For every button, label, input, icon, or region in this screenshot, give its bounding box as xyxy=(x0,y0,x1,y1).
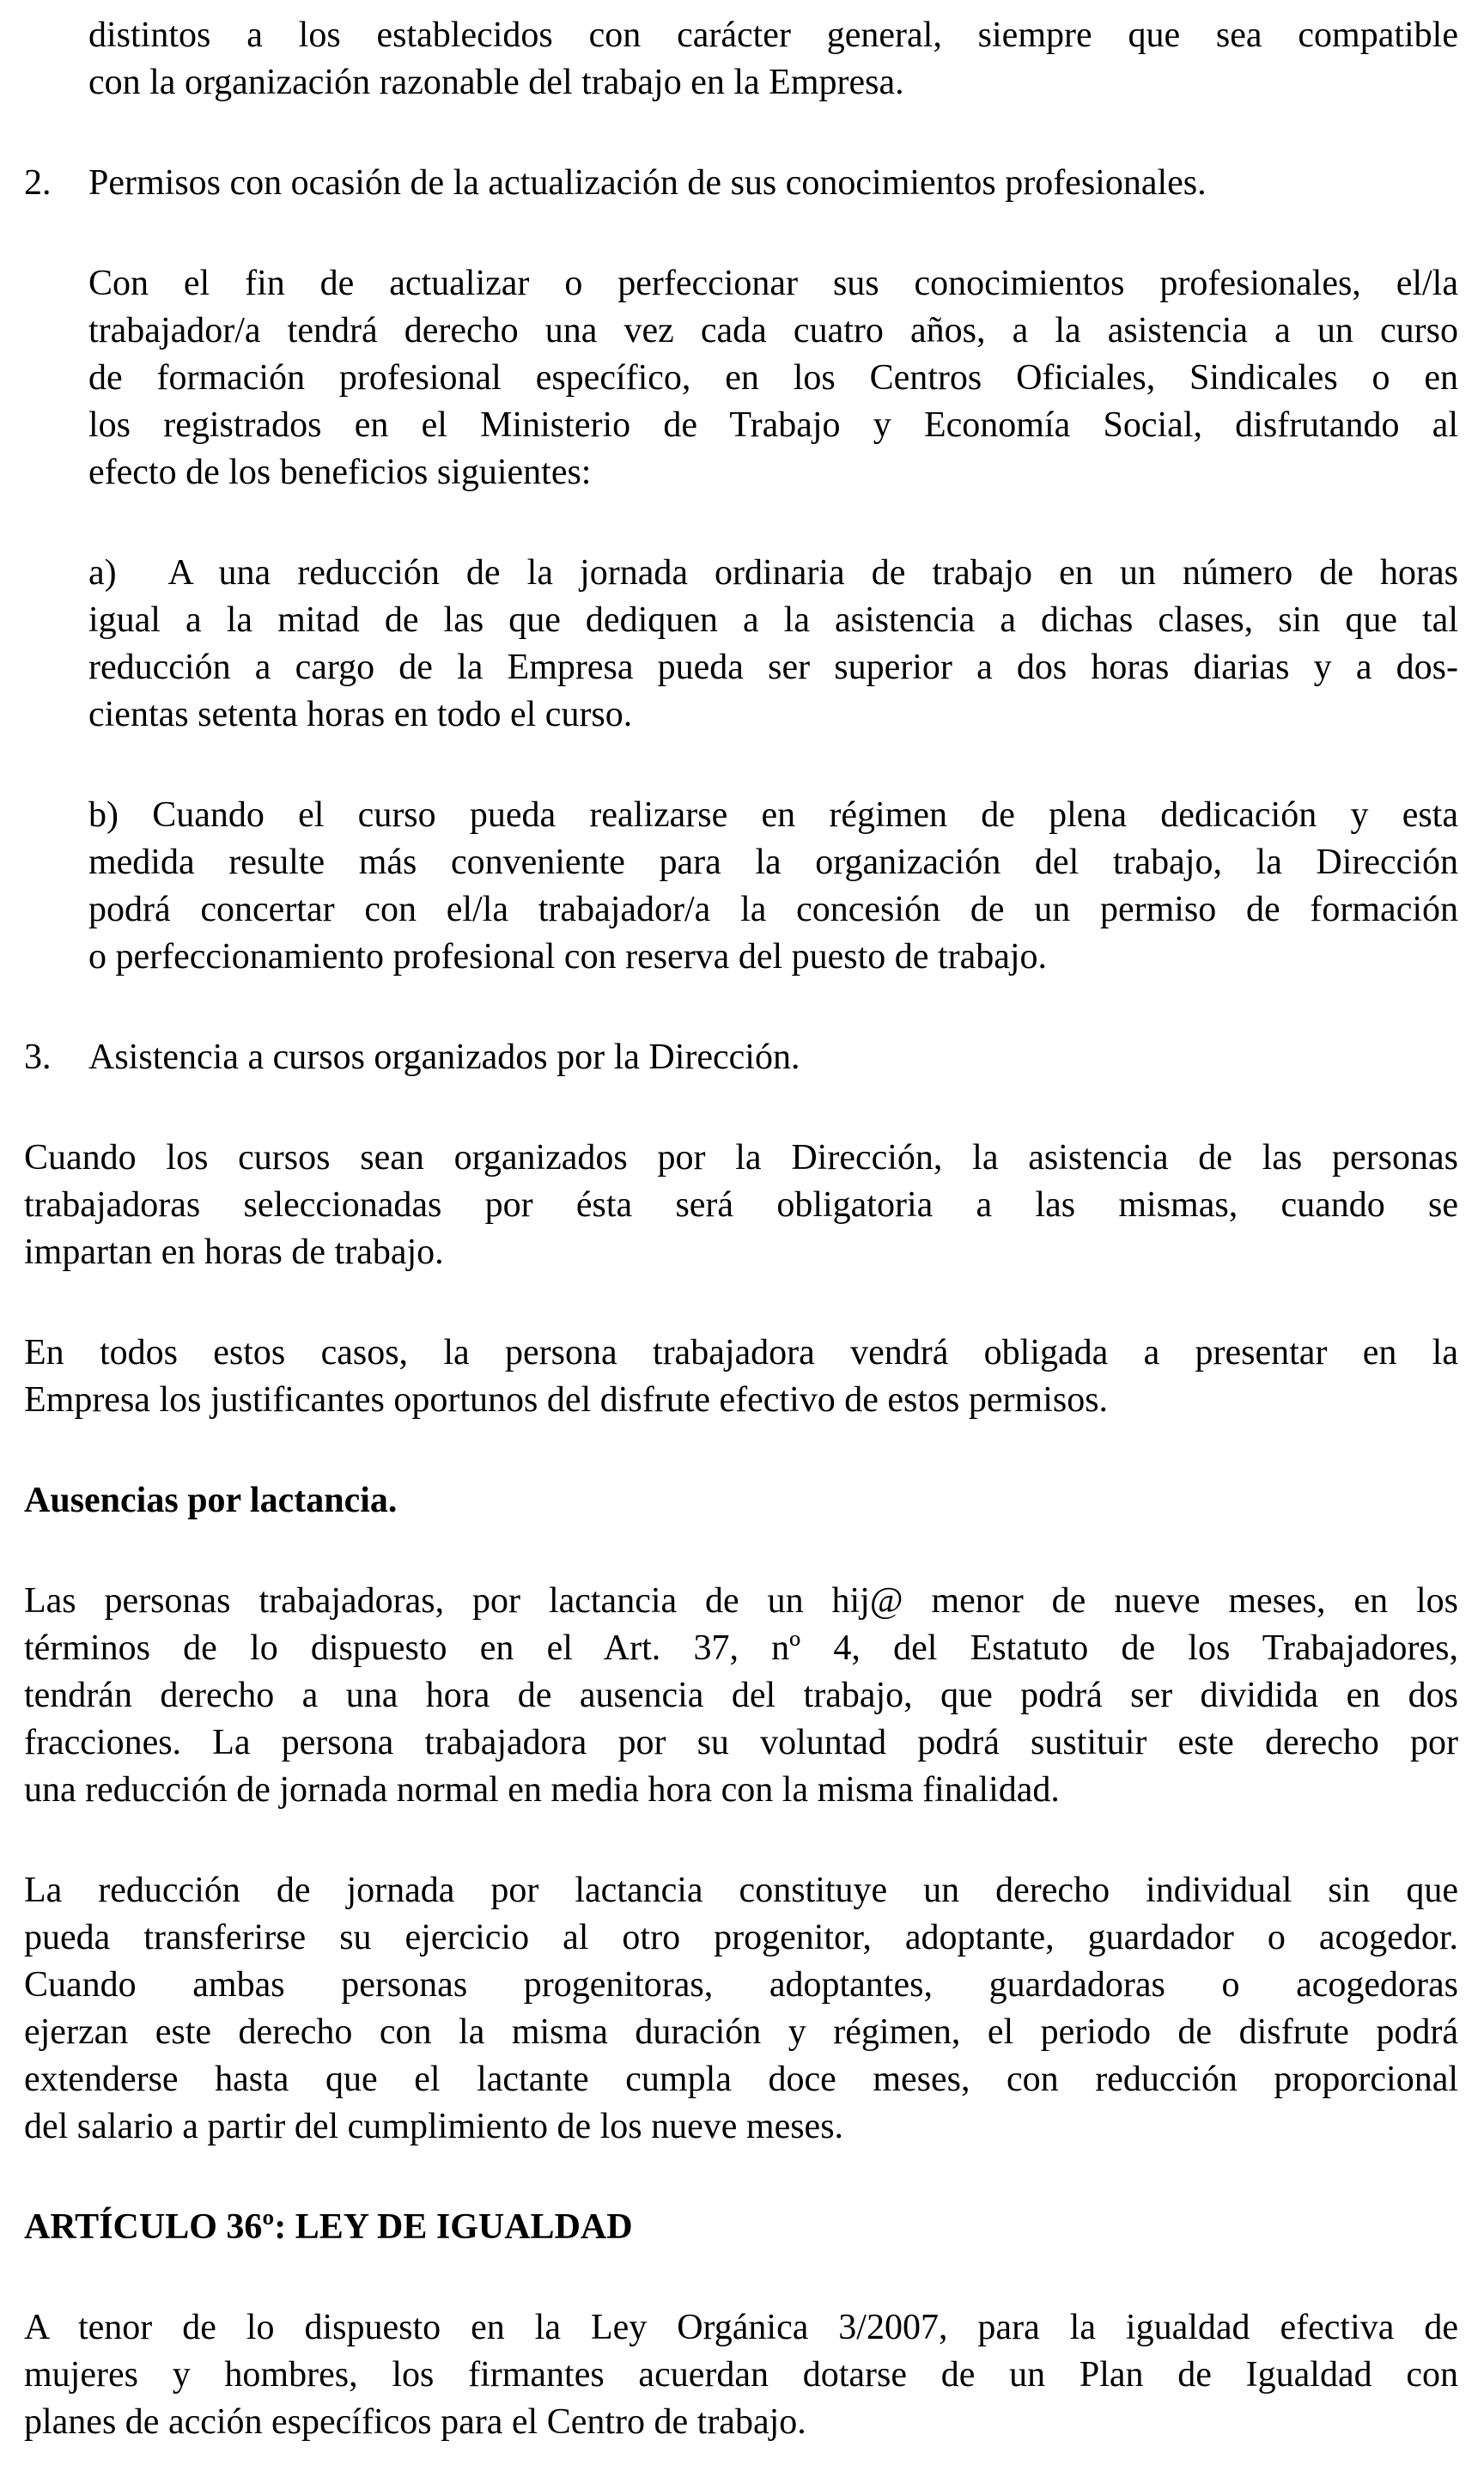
text-line: Empresa los justificantes oportunos del disfrute efectivo de estos permisos. xyxy=(24,1380,1109,1420)
text-line: impartan en horas de trabajo. xyxy=(24,1232,444,1272)
paragraph xyxy=(88,12,1458,107)
text-line: planes de acción específicos para el Centro de trabajo. xyxy=(24,2402,806,2442)
text-line: una reducción de jornada normal en media hora con la misma finalidad. xyxy=(24,1770,1060,1810)
text-line: trabajador/a tendrá derecho una vez cada cuatro años, a la asistencia a un curso xyxy=(88,311,1458,350)
text-line: los registrados en el Ministerio de Trabajo y Economía Social, disfrutando al xyxy=(88,405,1458,445)
text-line: ejerzan este derecho con la misma duración y régimen, el periodo de disfrute podrá xyxy=(24,2012,1458,2052)
list-item-text: Permisos con ocasión de la actualización de sus conocimientos profesionales. xyxy=(88,163,1207,203)
paragraph xyxy=(24,1135,1458,1276)
list-item-number: 2. xyxy=(24,163,52,203)
list-item xyxy=(24,1034,1458,1081)
paragraph xyxy=(88,550,1458,739)
text-line: En todos estos casos, la persona trabajadora vendrá obligada a presentar en la xyxy=(24,1333,1458,1372)
text-line: reducción a cargo de la Empresa pueda ser superior a dos horas diarias y a dos- xyxy=(88,648,1458,687)
text-line: podrá concertar con el/la trabajador/a la concesión de un permiso de formación xyxy=(88,890,1458,929)
text-line: trabajadoras seleccionadas por ésta será obligatoria a las mismas, cuando se xyxy=(24,1185,1458,1225)
paragraph xyxy=(24,1867,1458,2151)
text-line: La reducción de jornada por lactancia constituye un derecho individual sin que xyxy=(24,1871,1458,1910)
list-item xyxy=(24,160,1458,207)
paragraph xyxy=(24,1330,1458,1424)
text-line: de formación profesional específico, en los Centros Oficiales, Sindicales o en xyxy=(88,358,1458,398)
list-item-number: 3. xyxy=(24,1038,52,1077)
text-line: Con el fin de actualizar o perfeccionar sus conocimientos profesionales, el/la xyxy=(88,264,1458,303)
text-line: b) Cuando el curso pueda realizarse en régimen de plena dedicación y esta xyxy=(88,795,1458,835)
text-line: a) A una reducción de la jornada ordinaria de trabajo en un número de horas xyxy=(88,553,1458,593)
text-line: con la organización razonable del trabajo en la Empresa. xyxy=(88,63,904,102)
paragraph xyxy=(88,260,1458,496)
text-line: A tenor de lo dispuesto en la Ley Orgánica 3/2007, para la igualdad efectiva de xyxy=(24,2308,1458,2347)
text-line: Las personas trabajadoras, por lactancia de un hij@ menor de nueve meses, en los xyxy=(24,1581,1458,1621)
text-line: del salario a partir del cumplimiento de los nueve meses. xyxy=(24,2107,844,2146)
text-line: extenderse hasta que el lactante cumpla doce meses, con reducción proporcional xyxy=(24,2060,1458,2099)
text-line: Cuando ambas personas progenitoras, adoptantes, guardadoras o acogedoras xyxy=(24,1965,1458,2005)
list-item-text: Asistencia a cursos organizados por la Dirección. xyxy=(88,1038,800,1077)
text-line: igual a la mitad de las que dediquen a la asistencia a dichas clases, sin que tal xyxy=(88,600,1458,640)
text-line: pueda transferirse su ejercicio al otro progenitor, adoptante, guardador o acogedor. xyxy=(24,1918,1458,1957)
text-line: mujeres y hombres, los firmantes acuerdan dotarse de un Plan de Igualdad con xyxy=(24,2355,1458,2395)
paragraph xyxy=(88,792,1458,981)
article-heading: ARTÍCULO 36º: LEY DE IGUALDAD xyxy=(24,2207,633,2247)
text-line: efecto de los beneficios siguientes: xyxy=(88,453,592,492)
section-heading: Ausencias por lactancia. xyxy=(24,1481,398,1520)
text-line: Cuando los cursos sean organizados por la Dirección, la asistencia de las personas xyxy=(24,1138,1458,1178)
text-line: fracciones. La persona trabajadora por su voluntad podrá sustituir este derecho por xyxy=(24,1723,1458,1762)
text-line: o perfeccionamiento profesional con reserva del puesto de trabajo. xyxy=(88,937,1048,977)
text-line: términos de lo dispuesto en el Art. 37, nº 4, del Estatuto de los Trabajadores, xyxy=(24,1628,1458,1668)
paragraph xyxy=(24,2304,1458,2446)
text-line: cientas setenta horas en todo el curso. xyxy=(88,695,633,734)
paragraph xyxy=(24,1578,1458,1814)
text-line: tendrán derecho a una hora de ausencia del trabajo, que podrá ser dividida en dos xyxy=(24,1676,1458,1715)
text-line: medida resulte más conveniente para la organización del trabajo, la Dirección xyxy=(88,843,1458,882)
text-line: distintos a los establecidos con carácter general, siempre que sea compatible xyxy=(88,15,1458,55)
